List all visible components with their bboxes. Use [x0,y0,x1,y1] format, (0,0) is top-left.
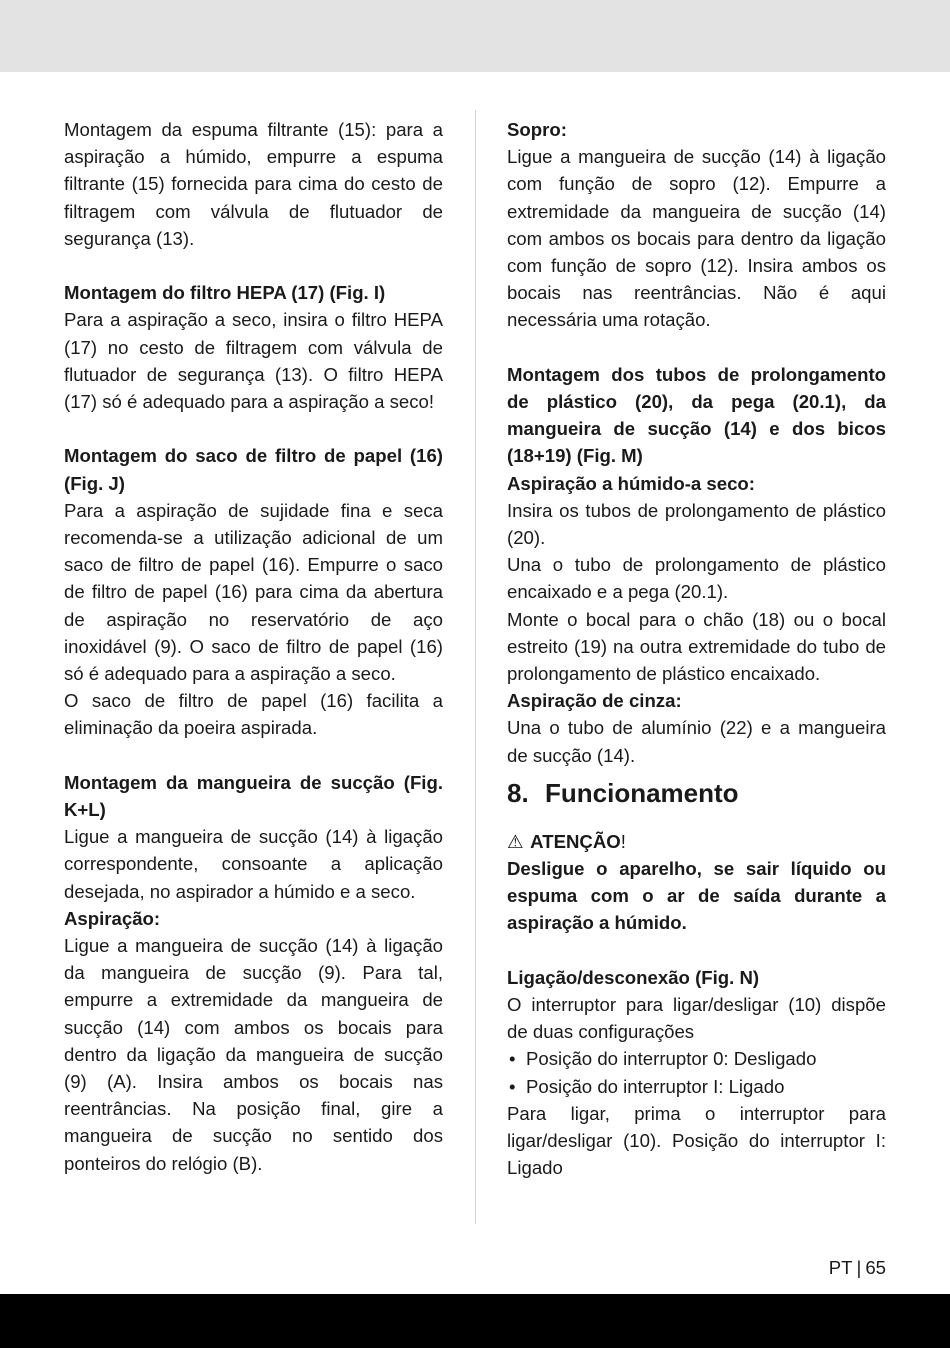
paper-bag-note: O saco de filtro de papel (16) facilita a eliminação da poeira aspirada. [64,690,443,739]
warning-icon: ⚠ [507,830,524,852]
tubes-heading: Montagem dos tubos de prolongamento de plástico (20), da pega (20.1), da mangueira de sucção (14) e dos bicos (18+19) (Fig. M) [507,363,886,467]
wet-dry-step-1: Insira os tubos de prolongamento de plástico (20). [507,499,886,549]
right-column [507,116,886,1181]
language-code: PT [828,1257,853,1278]
switch-on-paragraph: Para ligar, prima o interruptor para ligar/desligar (10). Posição do interruptor I: Ligado [507,1102,886,1179]
hepa-paragraph: Para a aspiração a seco, insira o filtro HEPA (17) no cesto de filtragem com válvula de flutuador de segurança (13). O filtro HEPA (17) só é adequado para a aspiração a seco! [64,309,443,413]
chapter-number: 8. [507,777,529,808]
blow-heading: Sopro: [507,119,567,140]
foam-filter-paragraph: Montagem da espuma filtrante (15): para a aspiração a húmido, empurre a espuma filtrante (15) fornecida para cima do cesto de filtragem com válvula de flutuador de segurança (13). [64,119,443,249]
hose-heading: Montagem da mangueira de sucção (Fig. K+L) [64,771,443,821]
ash-heading: Aspiração de cinza: [507,690,682,712]
list-item: • Posição do interruptor I: Ligado [507,1073,886,1100]
wet-dry-heading: Aspiração a húmido-a seco: [507,472,755,494]
footer-band [0,1294,950,1348]
list-item: • Posição do interruptor 0: Desligado [507,1045,886,1072]
blow-paragraph: Ligue a mangueira de sucção (14) à ligação com função de sopro (12). Empurre a extremidade da mangueira de sucção (14) com ambos os bocais para dentro da ligação com função de sopro (12). Insira ambos os bocais nas reentrâncias. Não é aqui necessária uma rotação. [507,146,886,331]
switch-positions-list [507,1045,886,1099]
suction-paragraph: Ligue a mangueira de sucção (14) à ligação da mangueira de sucção (9). Para tal, empurre a extremidade da mangueira de sucção (14) com ambos os bocais para dentro da ligação da mangueira de sucção (9) (A). Insira ambos os bocais nas reentrâncias. Na posição final, gire a mangueira de sucção no sentido dos ponteiros do relógio (B). [64,935,443,1174]
chapter-heading [507,777,886,809]
switch-heading: Ligação/desconexão (Fig. N) [507,966,760,988]
warning-text: Desligue o aparelho, se sair líquido ou espuma com o ar de saída durante a aspiração a húmido. [507,858,886,934]
paper-bag-paragraph: Para a aspiração de sujidade fina e seca recomenda-se a utilização adicional de um saco de filtro de papel (16). Empurre o saco de filtro de papel (16) para cima da abertura de aspiração no reservatório de aço inoxidável (9). O saco de filtro de papel (16) só é adequado para a aspiração a seco. [64,499,443,685]
header-band [0,0,950,72]
switch-paragraph: O interruptor para ligar/desligar (10) dispõe de duas configurações [507,994,886,1043]
suction-heading: Aspiração: [64,907,161,929]
page-footer [829,1256,886,1280]
footer-separator: | [856,1257,862,1278]
hepa-heading: Montagem do filtro HEPA (17) (Fig. I) [64,282,386,304]
warning-line [507,828,886,855]
left-column [64,116,443,1177]
warning-label: ATENÇÃO [530,830,621,852]
page-number: 65 [865,1257,886,1278]
warning-mark: ! [620,830,626,852]
ash-paragraph: Una o tubo de alumínio (22) e a mangueira de sucção (14). [507,717,886,766]
wet-dry-step-2: Una o tubo de prolongamento de plástico encaixado e a pega (20.1). [507,554,886,603]
paper-bag-heading: Montagem do saco de filtro de papel (16) (Fig. J) [64,445,443,494]
hose-paragraph: Ligue a mangueira de sucção (14) à ligação correspondente, consoante a aplicação desejada, no aspirador a húmido e a seco. [64,826,443,902]
chapter-title: Funcionamento [545,777,739,808]
wet-dry-step-3: Monte o bocal para o chão (18) ou o bocal estreito (19) na outra extremidade do tubo de prolongamento de plástico encaixado. [507,608,886,685]
column-divider [475,110,476,1224]
